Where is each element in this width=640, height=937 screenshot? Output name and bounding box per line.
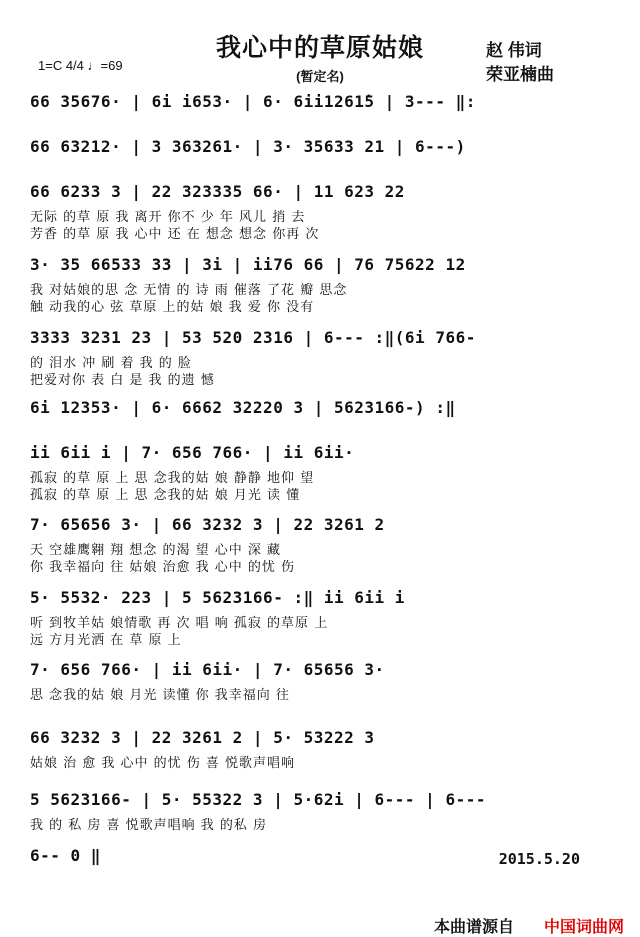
lyric-line: 思 念我的姑 娘 月光 读懂 你 我幸福向 往 (30, 688, 290, 703)
lyric-line: 听 到牧羊姑 娘情歌 再 次 唱 响 孤寂 的草原 上 (30, 616, 329, 631)
notation-line: 7· 656 766· | ii 6ii· | 7· 65656 3· (30, 660, 385, 679)
lyric-line: 远 方月光洒 在 草 原 上 (30, 633, 182, 648)
lyric-line: 把爱对你 表 白 是 我 的遗 憾 (30, 373, 215, 388)
lyric-line: 的 泪水 冲 刷 着 我 的 脸 (30, 356, 192, 371)
lyric-line: 孤寂 的草 原 上 思 念我的姑 娘 静静 地仰 望 (30, 471, 315, 486)
notation-line: 66 3232 3 | 22 3261 2 | 5· 53222 3 (30, 728, 375, 747)
lyric-line: 无际 的草 原 我 离开 你不 少 年 风儿 捎 去 (30, 210, 306, 225)
key-signature: 1=C 4/4 ♩=69 (38, 58, 123, 73)
notation-line: 66 35676· | 6i i653· | 6· 6ii1261̇5 | 3--- ‖: (30, 92, 476, 111)
notation-line: 7· 65656 3· | 66 3232 3 | 22 3261 2 (30, 515, 385, 534)
song-title: 我心中的草原姑娘 (215, 34, 424, 62)
date: 2015.5.20 (498, 850, 580, 868)
notation-line: 66 63212· | 3 363261· | 3· 35633 21 | 6---) (30, 137, 466, 156)
notation-line: 66 6233 3 | 22 323335 66· | 11 623 22 (30, 182, 405, 201)
lyric-line: 孤寂 的草 原 上 思 念我的姑 娘 月光 读 懂 (30, 488, 301, 503)
composer-credit: 荣亚楠曲 (486, 65, 554, 84)
notation-line: 3333 3231 23 | 53 520 2316 | 6--- :‖(6i 766- (30, 328, 476, 347)
lyric-line: 你 我幸福向 往 姑娘 治愈 我 心中 的忧 伤 (30, 560, 296, 575)
lyric-line: 姑娘 治 愈 我 心中 的忧 伤 喜 悦歌声唱响 (30, 756, 296, 771)
notation-line: 5 5623166- | 5· 55322 3 | 5·62i | 6--- | 6--- (30, 790, 486, 809)
notation-line: 6-- 0 ‖ (30, 846, 101, 865)
notation-line: 5· 5532· 223 | 5 5623166- :‖ ii 6ii i (30, 588, 405, 607)
lyricist-credit: 赵 伟词 (486, 41, 542, 60)
song-subtitle: (暂定名) (296, 69, 344, 84)
lyric-line: 我 的 私 房 喜 悦歌声唱响 我 的私 房 (30, 818, 268, 833)
lyric-line: 触 动我的心 弦 草原 上的姑 娘 我 爱 你 没有 (30, 300, 315, 315)
notation-line: 3· 35 66533 33 | 3i | ii76 66 | 76 75622 12 (30, 255, 466, 274)
lyric-line: 我 对姑娘的思 念 无情 的 诗 雨 催落 了花 瓣 思念 (30, 283, 348, 298)
notation-line: ii 6ii i | 7· 656 766· | ii 6ii· (30, 443, 355, 462)
notation-line: 6i 12353· | 6· 6662 32220 3 | 5623166-) :‖ (30, 398, 456, 417)
lyric-line: 天 空雄鹰翱 翔 想念 的渴 望 心中 深 藏 (30, 543, 282, 558)
source-site-link[interactable]: 中国词曲网 (544, 919, 625, 936)
source-label: 本曲谱源自 (434, 919, 515, 936)
lyric-line: 芳香 的草 原 我 心中 还 在 想念 想念 你再 次 (30, 227, 320, 242)
